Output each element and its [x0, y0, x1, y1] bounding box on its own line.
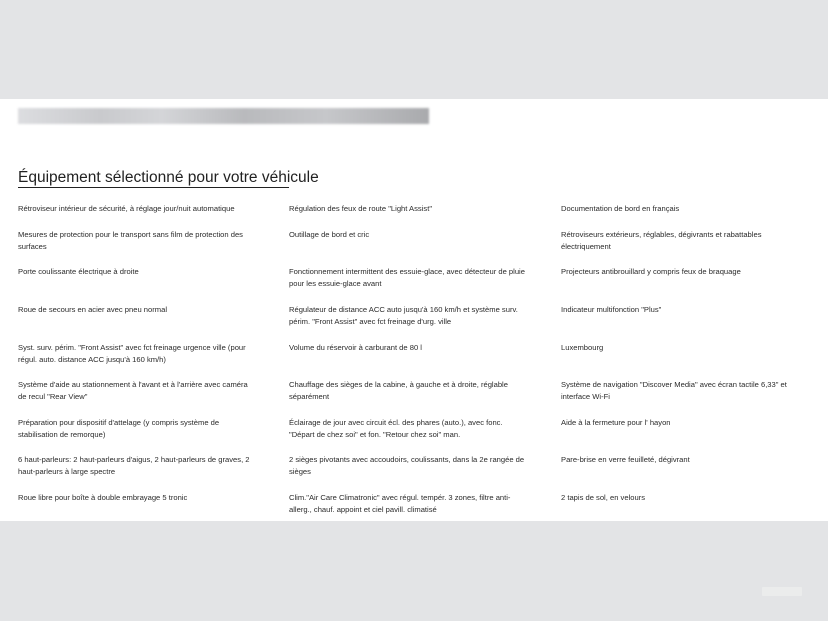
blurred-heading-bar [18, 108, 429, 124]
bottom-background [0, 521, 828, 621]
equipment-item: Régulateur de distance ACC auto jusqu'à 160 km/h et système surv. périm. "Front Assist" avec fct freinage d'urg. ville [289, 305, 518, 326]
equipment-item: Système de navigation "Discover Media" avec écran tactile 6,33" et interface Wi-Fi [561, 380, 787, 401]
equipment-item: Rétroviseurs extérieurs, réglables, dégivrants et rabattables électriquement [561, 230, 762, 251]
equipment-item: Porte coulissante électrique à droite [18, 267, 139, 276]
equipment-item: Régulation des feux de route "Light Assist" [289, 204, 433, 213]
equipment-item: Système d'aide au stationnement à l'avant et à l'arrière avec caméra de recul "Rear View" [18, 380, 248, 401]
equipment-item: Syst. surv. périm. "Front Assist" avec fct freinage urgence ville (pour régul. auto. distance ACC jusqu'à 160 km/h) [18, 343, 246, 364]
equipment-item: Projecteurs antibrouillard y compris feux de braquage [561, 267, 741, 276]
equipment-item: Fonctionnement intermittent des essuie-glace, avec détecteur de pluie pour les essuie-glace avant [289, 267, 525, 288]
equipment-item: Rétroviseur intérieur de sécurité, à réglage jour/nuit automatique [18, 204, 235, 213]
top-background [0, 0, 828, 99]
equipment-item: Préparation pour dispositif d'attelage (y compris système de stabilisation de remorque) [18, 418, 220, 439]
equipment-item: Aide à la fermeture pour l' hayon [561, 418, 671, 427]
equipment-item: Éclairage de jour avec circuit écl. des phares (auto.), avec fonc. "Départ de chez soi" et fon. "Retour chez soi" man. [289, 418, 503, 439]
title-underline [18, 187, 289, 188]
equipment-item: Pare-brise en verre feuilleté, dégivrant [561, 455, 690, 464]
equipment-item: 2 tapis de sol, en velours [561, 493, 646, 502]
equipment-item: Mesures de protection pour le transport sans film de protection des surfaces [18, 230, 243, 251]
equipment-sheet [0, 99, 828, 521]
equipment-item: Roue libre pour boîte à double embrayage 5 tronic [18, 493, 188, 502]
equipment-item: Clim."Air Care Climatronic" avec régul. tempér. 3 zones, filtre anti-allerg., chauf. appoint et ciel pavill. climatisé [289, 493, 511, 514]
equipment-item: Chauffage des sièges de la cabine, à gauche et à droite, réglable séparément [289, 380, 508, 401]
equipment-item: Outillage de bord et cric [289, 230, 370, 239]
equipment-item: Luxembourg [561, 343, 604, 352]
section-title: Équipement sélectionné pour votre véhicule [18, 169, 319, 186]
equipment-item: 6 haut-parleurs: 2 haut-parleurs d'aigus, 2 haut-parleurs de graves, 2 haut-parleurs à large spectre [18, 455, 250, 476]
equipment-item: Roue de secours en acier avec pneu normal [18, 305, 168, 314]
equipment-item: 2 sièges pivotants avec accoudoirs, coulissants, dans la 2e rangée de sièges [289, 455, 525, 476]
equipment-item: Volume du réservoir à carburant de 80 l [289, 343, 422, 352]
equipment-item: Documentation de bord en français [561, 204, 680, 213]
equipment-item: Indicateur multifonction "Plus" [561, 305, 662, 314]
watermark-logo [762, 587, 802, 596]
